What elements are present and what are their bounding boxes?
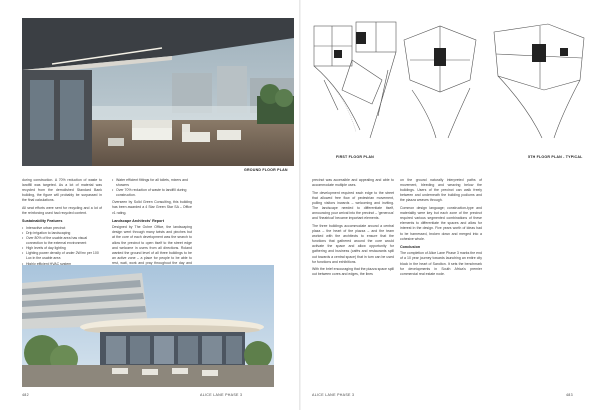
text-column-2 <box>112 178 192 268</box>
list-item: • Water efficient fittings for all toilets, mixers and showers <box>112 178 192 188</box>
page-gutter <box>299 0 301 410</box>
right-page-number: 483 <box>566 393 573 397</box>
landscape-heading: Landscape Architects' Report <box>112 218 164 223</box>
first-floor-plan <box>312 20 400 142</box>
sustainability-heading: Sustainability Features <box>22 219 63 224</box>
text-column-3 <box>312 178 394 378</box>
water-waste-list <box>112 178 192 198</box>
rooftop-terrace-illustration <box>22 18 294 166</box>
list-item: • Interactive urban precinct <box>22 226 102 231</box>
col4-paragraph-2: Common design language; construction-type and materiality were key but each zone of the precinct required various segmented combinations of these elements to differentiate the spaces and allow for interest in the design. Five years worth of ideas had to be harnessed, broken down and merged into a cohesive whole. <box>400 206 482 241</box>
fifth-floor-plan-drawing <box>400 20 480 140</box>
fifth-floor-plan-detail-drawing <box>488 22 588 142</box>
rooftop-terrace-photo <box>22 18 294 166</box>
list-item: • Lighting power density of under 2W/m² per 100 Lux in the usable area <box>22 251 102 261</box>
col3-paragraph-1: precinct was accessible and appealing and able to accommodate multiple uses. <box>312 178 394 188</box>
pavilion-building-photo <box>22 265 274 387</box>
col2-paragraph-1: Overseen by Solid Green Consulting, this building has been awarded a 4 Star Green Star SA – Office v1 rating. <box>112 200 192 215</box>
list-item: • Over 70% reduction of waste to landfill during construction. <box>112 188 192 198</box>
list-item: • Highly efficient HVAC system <box>22 262 102 267</box>
fifth-floor-plan-right <box>488 22 588 142</box>
list-item: • Over 80% of the usable area has visual connection to the external environment <box>22 236 102 246</box>
col4-paragraph-1: on the ground naturally interpreted paths of movement, bleeding and weaving below the buildings. Users of the precinct can walk freely between and underneath the building podiums and the piazza weaves through. <box>400 178 482 203</box>
col1-paragraph-1: during construction. A 70% reduction of waste to landfill was targeted. As a lot of material was recycled from the demolished Standard Bank building, the figure will probably be surpassed in the final calculations. <box>22 178 102 203</box>
fifth-floor-caption: 5TH FLOOR PLAN - TYPICAL <box>528 155 583 159</box>
first-floor-caption: FIRST FLOOR PLAN <box>336 155 374 159</box>
right-running-title: ALICE LANE PHASE 3 <box>312 393 355 397</box>
text-column-1 <box>22 178 102 268</box>
text-column-4 <box>400 178 482 378</box>
left-running-title: ALICE LANE PHASE 3 <box>200 393 243 397</box>
list-item: • Drip irrigation to landscaping <box>22 231 102 236</box>
col4-paragraph-3: The completion of Alice Lane Phase 3 marks the end of a 10 year journey towards launching an entire city block in the heart of Sandton. It sets the benchmark for developments in South Africa's premier commercial real estate node. <box>400 251 482 276</box>
conclusion-heading: Conclusion <box>400 244 421 249</box>
fifth-floor-plan <box>400 20 480 140</box>
col3-paragraph-4: With the brief encouraging that the piazza space spill out between cores and edges, the lines <box>312 267 394 277</box>
first-floor-plan-drawing <box>312 20 400 142</box>
col2-paragraph-2: Designed by The Ochre Office, the landscaping design went through many twists and pinches but at the core of each development was the search to allow the precinct to open itself to the street edge and welcome in users from all directions. Roland wanted the ground level of all three buildings to be an active zone – a place for people to be able to rest, wait, work and pray throughout the day and <box>112 225 192 265</box>
ground-floor-caption: GROUND FLOOR PLAN <box>244 168 288 172</box>
col3-paragraph-2: The development required each edge to the street that allowed free flow of pedestrian movement, pulling visitors inwards – welcoming and inviting. The landscape needed to differentiate itself, announcing your arrival into the precinct – 'generous' and 'theatrical' became important elements. <box>312 190 394 221</box>
list-item: • High levels of day lighting <box>22 246 102 251</box>
left-page-number: 482 <box>22 393 29 397</box>
col1-paragraph-2: All seat efforts were sent for recycling and a lot of the reinforcing used had recycled content. <box>22 206 102 216</box>
col3-paragraph-3: The three buildings accommodate around a central plaza – the heart of the piazza – and the team worked with the architects to ensure that the functions that gathered around the core would activate the space and allow opportunity for gathering and business (cafés and restaurants spill out towards a central space) that in turn can be used for functions and exhibitions. <box>312 223 394 264</box>
pavilion-building-illustration <box>22 265 274 387</box>
